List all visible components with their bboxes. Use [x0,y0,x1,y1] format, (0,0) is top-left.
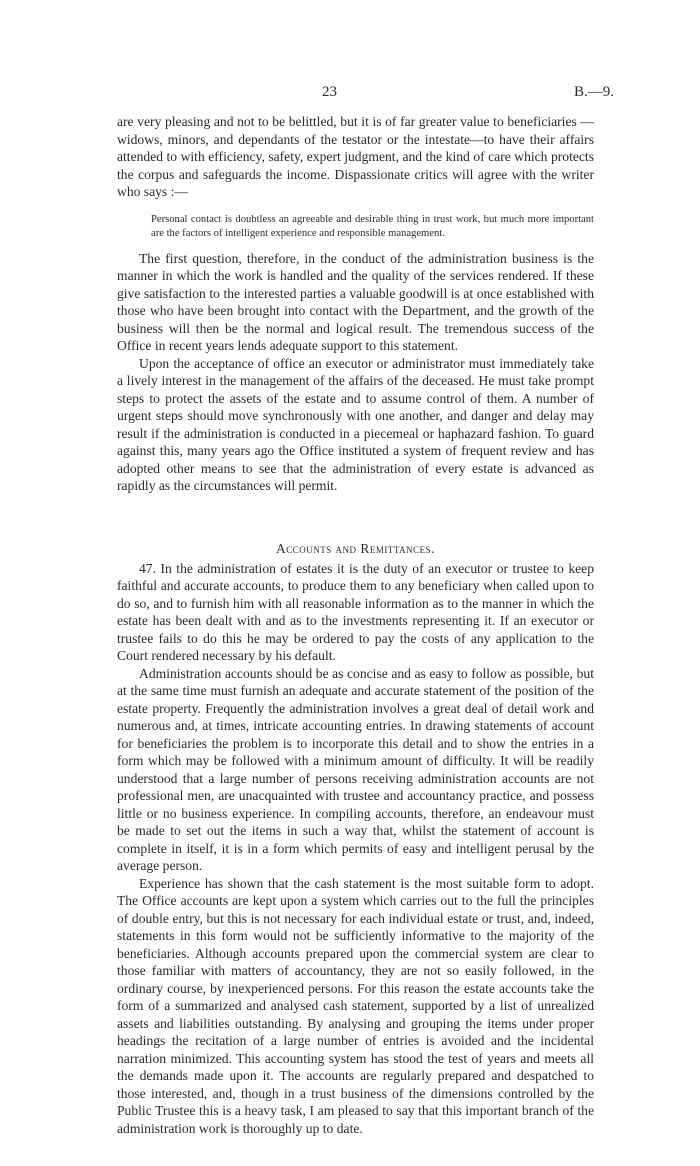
paragraph-acceptance-of-office: Upon the acceptance of office an executor or administrator must immediately take a lively interest in the management of the affairs of the deceased. He must take prompt steps to protect the assets of the estate and to assume control of them. A number of urgent steps should move synchronously with one another, and danger and delay may result if the administration is conducted in a piecemeal or haphazard fashion. To guard against this, many years ago the Office instituted a system of frequent review and has adopted other means to see that the administration of every estate is advanced as rapidly as the circumstances will permit. [117,355,594,493]
section-heading: Accounts and Remittances. [276,540,435,556]
paragraph-47: 47. In the administration of estates it is the duty of an executor or trustee to keep faithful and accurate accounts, to produce them to any beneficiary when called upon to do so, and to furnish him with all reasonable information as to the manner in which the estate has been dealt with and as to the investments representing it. If an executor or trustee fails to do this he may be ordered to pay the costs of any application to the Court rendered necessary by his default. [117,560,594,663]
paragraph-cash-statement: Experience has shown that the cash statement is the most suitable form to adopt. The Office accounts are kept upon a system which carries out to the full the principles of double entry, but this is not necessary for each individual estate or trust, and, indeed, statements in this form would not be sufficiently informative to the majority of the beneficiaries. Although accounts prepared upon the commercial system are clear to those familiar with matters of accountancy, they are not so easily followed, in the ordinary course, by inexperienced persons. For this reason the estate accounts take the form of a summarized and analysed cash statement, supported by a list of unrealized assets and liabilities outstanding. By analysing and grouping the items under proper headings the recitation of a large number of entries is avoided and the incidental narration minimized. This accounting system has stood the test of years and meets all the demands made upon it. The accounts are regularly prepared and despatched to those interested, and, though in a trust business of the dimensions controlled by the Public Trustee this is a heavy task, I am pleased to say that this important branch of the administration work is thoroughly up to date. [117,875,594,1136]
paragraph-first-question: The first question, therefore, in the conduct of the administration business is the manner in which the work is handled and the quality of the services rendered. If these give satisfaction to the interested parties a valuable goodwill is at once established with those who have been brought into contact with the Department, and the growth of the business will then be the normal and logical result. The tremendous success of the Office in recent years lends adequate support to this statement. [117,250,594,353]
page-header [0,84,700,104]
document-body [117,113,594,1137]
block-quote: Personal contact is doubtless an agreeable and desirable thing in trust work, but much more important are the factors of intelligent experience and responsible management. [151,213,594,239]
paragraph-continuation: are very pleasing and not to be belittled, but it is of far greater value to beneficiaries —widows, minors, and dependants of the testator or the intestate—to have their affairs attended to with efficiency, safety, expert judgment, and the kind of care which protects the corpus and safeguards the income. Dispassionate critics will agree with the writer who says :— [117,114,594,199]
paragraph-administration-accounts: Administration accounts should be as concise and as easy to follow as possible, but at the same time must furnish an adequate and accurate statement of the position of the estate property. Frequently the administration involves a great deal of detail work and numerous and, at times, intricate accounting entries. In drawing statements of account for beneficiaries the problem is to incorporate this detail and to show the entries in a form which may be followed with a minimum amount of difficulty. It will be readily understood that a large number of persons receiving administration accounts are not professional men, are unacquainted with trustee and accountancy practice, and possess little or no business experience. In compiling accounts, therefore, an endeavour must be made to set out the items in such a way that, whilst the statement of account is complete in itself, it is in a form which permits of easy and intelligent perusal by the average person. [117,665,594,873]
page-number: 23 [322,84,337,100]
document-reference: B.—9. [573,84,614,100]
